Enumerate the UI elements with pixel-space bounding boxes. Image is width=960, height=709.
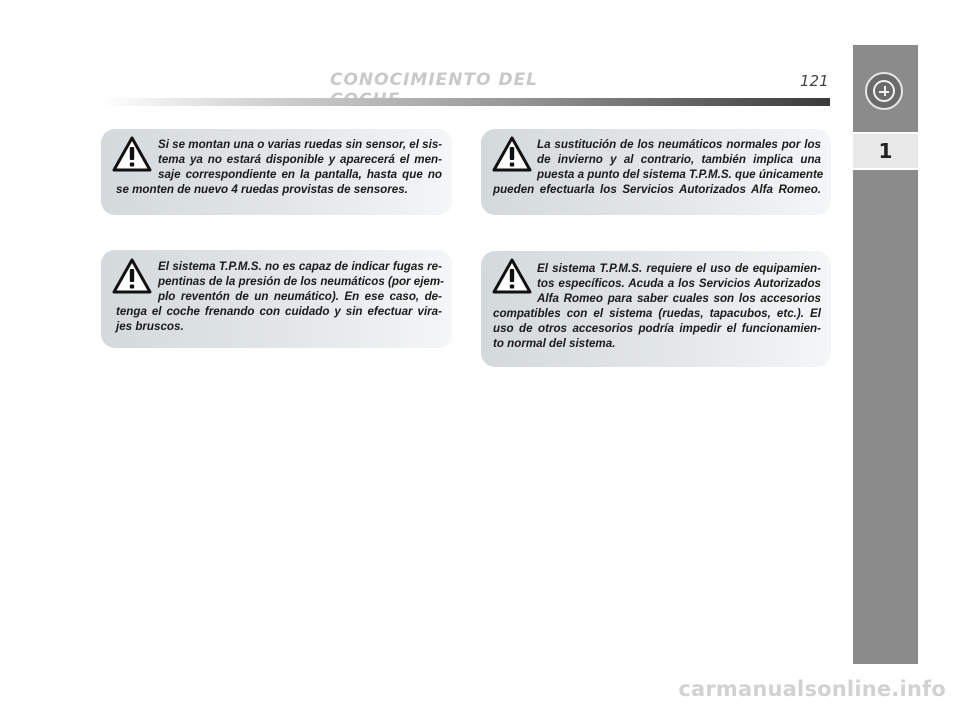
warning-line: de invierno y al contrario, también implica una	[537, 153, 821, 166]
warning-text	[158, 259, 445, 304]
warning-line: uso de otros accesorios podría impedir el funcionamien-	[493, 322, 821, 335]
watermark: carmanualsonline.info	[678, 677, 946, 701]
warning-text	[493, 306, 821, 351]
warning-text	[493, 182, 821, 197]
warning-triangle-icon	[112, 136, 152, 172]
warning-text	[537, 261, 821, 306]
warning-triangle-icon	[492, 136, 532, 172]
warning-line: to normal del sistema.	[493, 337, 616, 350]
warning-line: saje correspondiente en la pantalla, hasta que no	[158, 168, 442, 181]
warning-line: Si se montan una o varias ruedas sin sensor, el sis-	[158, 138, 443, 151]
chapter-tab[interactable]: 1	[853, 132, 918, 170]
warning-line: tos específicos. Acuda a los Servicios Autorizados	[537, 277, 821, 290]
warning-triangle-icon	[492, 258, 532, 294]
page-number: 121	[800, 72, 829, 90]
warning-line: Alfa Romeo para saber cuales son los accesorios	[537, 292, 821, 305]
logo-emblem	[873, 80, 895, 102]
warning-text	[158, 137, 442, 182]
warning-line: pueden efectuarla los Servicios Autorizados Alfa Romeo.	[493, 183, 821, 196]
warning-line: El sistema T.P.M.S. requiere el uso de equipamien-	[537, 262, 821, 275]
warning-line: El sistema T.P.M.S. no es capaz de indicar fugas re-	[158, 260, 442, 273]
warning-line: plo reventón de un neumático). En ese caso, de-	[158, 290, 442, 303]
warning-line: compatibles con el sistema (ruedas, tapacubos, etc.). El	[493, 307, 821, 320]
alfa-romeo-logo-icon	[865, 72, 903, 110]
logo-cross-horizontal	[879, 91, 889, 93]
warning-text	[116, 182, 442, 197]
page-title: CONOCIMIENTO DEL	[330, 70, 539, 90]
warning-line: La sustitución de los neumáticos normales por los	[537, 138, 821, 151]
warning-triangle-icon	[112, 258, 152, 294]
warning-line: pentinas de la presión de los neumáticos (por ejem-	[158, 275, 445, 288]
header-rule	[100, 98, 830, 106]
warning-text	[116, 304, 442, 334]
warning-text	[537, 137, 824, 182]
warning-line: se monten de nuevo 4 ruedas provistas de sensores.	[116, 183, 408, 196]
warning-line: jes bruscos.	[116, 320, 184, 333]
warning-line: puesta a punto del sistema T.P.M.S. que únicamente	[537, 168, 824, 181]
warning-line: tenga el coche frenando con cuidado y sin efectuar vira-	[116, 305, 442, 318]
warning-line: tema ya no estará disponible y aparecerá el men-	[158, 153, 442, 166]
